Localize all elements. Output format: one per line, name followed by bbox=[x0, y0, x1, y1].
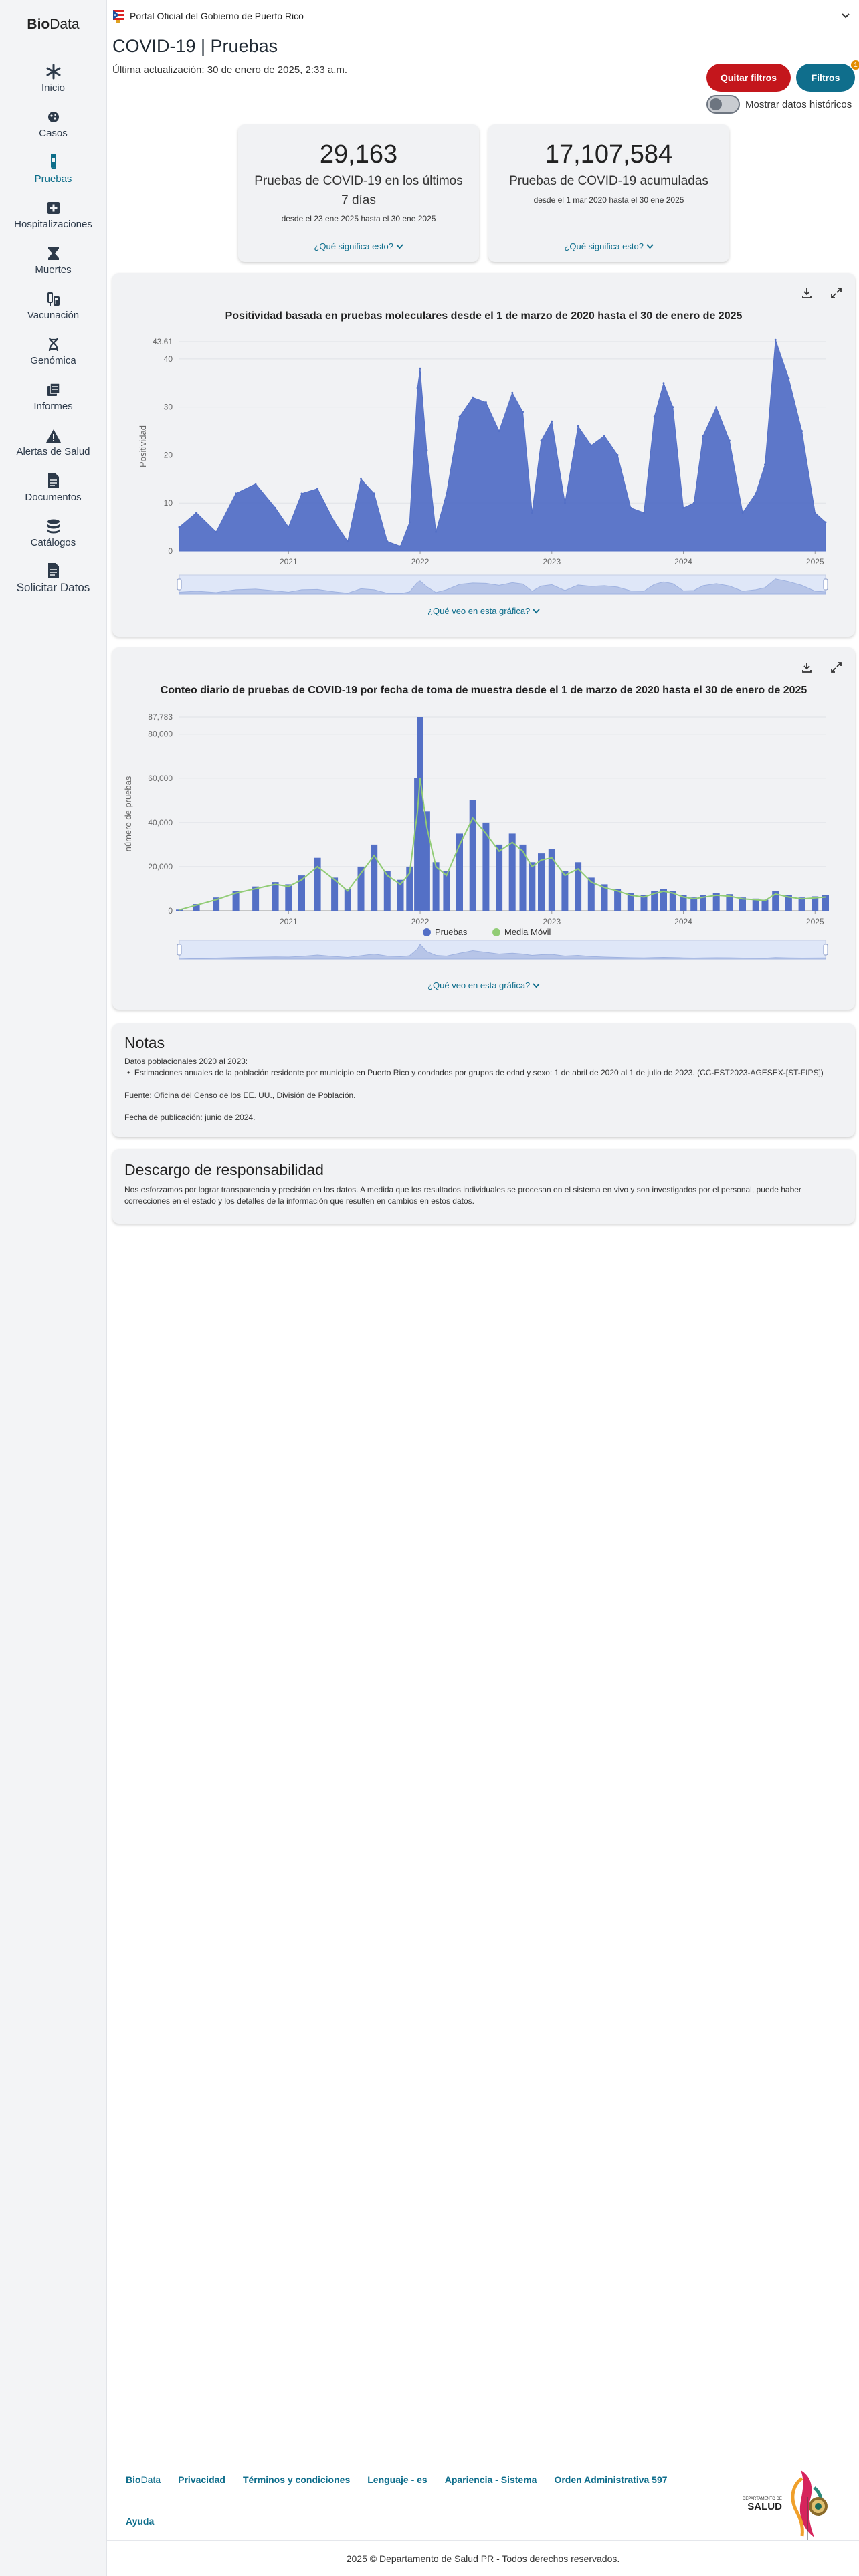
sidebar-item-catalogos[interactable] bbox=[0, 510, 106, 555]
chart-toolbar bbox=[800, 286, 843, 303]
legend-swatch-tests bbox=[423, 928, 431, 936]
chart-title: Conteo diario de pruebas de COVID-19 por fecha de toma de muestra desde el 1 de marzo de 2020 hasta el 30 de enero de 2025 bbox=[160, 685, 807, 696]
sidebar-item-label: Solicitar Datos bbox=[16, 581, 90, 594]
data-point bbox=[787, 377, 789, 379]
test-count-bar bbox=[285, 884, 292, 911]
data-point bbox=[446, 492, 448, 494]
y-axis-label: número de pruebas bbox=[123, 776, 133, 852]
sidebar-item-label: Genómica bbox=[30, 354, 76, 366]
y-axis-label: Positividad bbox=[138, 425, 148, 467]
footer-links bbox=[126, 2474, 668, 2485]
download-icon[interactable] bbox=[800, 661, 814, 677]
bullet-text: Estimaciones anuales de la población residente por municipio en Puerto Rico y condados por grupos de edad y sexo: 1 de abril de 2020 al 1 de julio de 2023. (CC-EST2023-AGESEX-[ST-FIPS]) bbox=[134, 1068, 824, 1078]
footer-brand-bold: Bio bbox=[126, 2474, 141, 2485]
hospital-cross-icon bbox=[45, 199, 62, 216]
sidebar-item-documentos[interactable] bbox=[0, 464, 106, 510]
y-tick-label: 0 bbox=[168, 906, 173, 916]
data-point bbox=[386, 540, 388, 542]
stat-label: Pruebas de COVID-19 acumuladas bbox=[509, 174, 708, 188]
zoom-handle-right bbox=[824, 579, 828, 590]
data-point bbox=[663, 382, 665, 384]
footer-link-terms[interactable]: Términos y condiciones bbox=[242, 2474, 351, 2485]
data-point bbox=[775, 339, 777, 341]
filters-button[interactable]: Filtros bbox=[796, 64, 855, 92]
salud-emblem-icon bbox=[787, 2468, 833, 2541]
disclaimer-text: Nos esforzamos por lograr transparencia y precisión en los datos. A medida que los resultados individuales se procesan en el sistema en vivo y son investigados por el personal, puede haber correcciones en el estado y los detalles de la información que resulten en cambios en estos datos. bbox=[124, 1185, 801, 1206]
data-point bbox=[654, 416, 656, 418]
sidebar-item-label: Documentos bbox=[25, 491, 82, 503]
test-count-bar bbox=[252, 887, 259, 911]
chevron-down-icon bbox=[533, 980, 540, 990]
department-of-health-logo bbox=[743, 2468, 833, 2541]
chart-title: Positividad basada en pruebas moleculares desde el 1 de marzo de 2020 hasta el 30 de enero de 2025 bbox=[225, 310, 743, 322]
historical-data-toggle-row bbox=[706, 95, 852, 114]
brand-rest: Data bbox=[50, 16, 80, 32]
data-point bbox=[577, 425, 579, 427]
x-tick-label: 2024 bbox=[674, 557, 692, 566]
sidebar-item-genomica[interactable] bbox=[0, 328, 106, 373]
footer-divider bbox=[107, 2540, 859, 2541]
page-title: COVID-19 | Pruebas bbox=[112, 36, 278, 56]
y-tick-label: 10 bbox=[163, 498, 173, 508]
x-tick-label: 2022 bbox=[411, 557, 430, 566]
expand-icon[interactable] bbox=[830, 286, 843, 303]
data-point bbox=[742, 512, 744, 514]
stat-value: 29,163 bbox=[319, 140, 398, 169]
chevron-down-icon bbox=[646, 241, 654, 251]
data-point bbox=[764, 463, 766, 465]
zoom-handle-left bbox=[177, 579, 181, 590]
historical-data-toggle-label: Mostrar datos históricos bbox=[745, 98, 852, 110]
y-tick-label: 80,000 bbox=[148, 729, 173, 739]
data-point bbox=[274, 507, 276, 509]
sidebar-item-muertes[interactable] bbox=[0, 237, 106, 282]
test-count-bar bbox=[345, 889, 351, 911]
data-point bbox=[702, 435, 704, 437]
database-icon bbox=[46, 517, 61, 534]
sidebar-item-hospitalizaciones[interactable] bbox=[0, 191, 106, 237]
data-point bbox=[630, 507, 632, 509]
stat-label: Pruebas de COVID-19 en los últimos 7 días bbox=[254, 174, 463, 207]
data-point bbox=[531, 512, 533, 514]
data-point bbox=[511, 392, 513, 394]
chart-toolbar bbox=[800, 661, 843, 677]
data-point bbox=[814, 512, 816, 514]
test-tube-icon bbox=[45, 153, 62, 171]
chevron-down-icon bbox=[396, 241, 403, 251]
footer-link-help[interactable]: Ayuda bbox=[126, 2516, 155, 2527]
positivity-chart-panel bbox=[112, 273, 855, 637]
data-point bbox=[729, 439, 731, 441]
data-point bbox=[603, 435, 605, 437]
sidebar-item-label: Hospitalizaciones bbox=[14, 218, 92, 230]
test-count-bar bbox=[433, 862, 440, 911]
sidebar-item-informes[interactable] bbox=[0, 373, 106, 419]
daily-tests-chart bbox=[112, 709, 855, 976]
clear-filters-button[interactable]: Quitar filtros bbox=[706, 64, 791, 92]
y-tick-label: 20 bbox=[163, 450, 173, 460]
sidebar-item-label: Pruebas bbox=[34, 173, 72, 185]
footer-link-language[interactable]: Lenguaje - es bbox=[367, 2474, 427, 2485]
what-does-this-mean-link[interactable] bbox=[488, 241, 729, 251]
daily-tests-chart-panel bbox=[112, 647, 855, 1010]
footer-link-privacy[interactable]: Privacidad bbox=[178, 2474, 225, 2485]
data-point bbox=[485, 401, 487, 403]
brand-bold: Bio bbox=[27, 16, 50, 32]
dna-icon bbox=[46, 335, 61, 352]
data-point bbox=[522, 411, 524, 413]
request-document-icon bbox=[47, 561, 60, 578]
link-text: ¿Qué significa esto? bbox=[314, 241, 393, 251]
legend-label-tests: Pruebas bbox=[435, 927, 468, 937]
what-does-this-mean-link[interactable] bbox=[238, 241, 479, 251]
footer-link-executive-order[interactable]: Orden Administrativa 597 bbox=[554, 2474, 668, 2485]
salud-wordmark bbox=[743, 2497, 782, 2512]
toggle-knob bbox=[710, 98, 722, 110]
logo-text: SALUD bbox=[747, 2500, 782, 2512]
data-point bbox=[693, 502, 695, 504]
warning-icon bbox=[45, 426, 62, 443]
footer-copyright: 2025 © Departamento de Salud PR - Todos derechos reservados. bbox=[346, 2553, 620, 2564]
sidebar-item-vacunacion[interactable] bbox=[0, 282, 106, 328]
x-tick-label: 2021 bbox=[279, 557, 298, 566]
sidebar bbox=[0, 0, 107, 2576]
data-point bbox=[288, 526, 290, 528]
sidebar-item-alertas[interactable] bbox=[0, 419, 106, 464]
notes-population-heading: Datos poblacionales 2020 al 2023: bbox=[124, 1057, 248, 1066]
data-point bbox=[801, 430, 803, 432]
sidebar-item-label: Muertes bbox=[35, 263, 72, 276]
zoom-handle-right bbox=[824, 944, 828, 955]
data-point bbox=[459, 416, 461, 418]
y-tick-label: 40 bbox=[163, 354, 173, 364]
what-do-i-see-link[interactable] bbox=[112, 606, 855, 616]
test-count-bar bbox=[561, 871, 568, 911]
test-count-bar bbox=[470, 800, 476, 911]
data-point bbox=[373, 492, 375, 494]
notes-title: Notas bbox=[124, 1034, 165, 1051]
sidebar-item-solicitar-datos[interactable] bbox=[0, 555, 106, 601]
data-point bbox=[409, 521, 411, 523]
sidebar-item-label: Catálogos bbox=[30, 536, 76, 548]
main-content bbox=[107, 0, 859, 2576]
sidebar-item-pruebas[interactable] bbox=[0, 146, 106, 191]
data-point bbox=[541, 439, 543, 441]
x-tick-label: 2023 bbox=[543, 557, 561, 566]
filter-count-badge: 1 bbox=[851, 60, 859, 70]
data-point bbox=[195, 512, 197, 514]
data-point bbox=[682, 507, 684, 509]
footer-brand-rest: Data bbox=[140, 2474, 161, 2485]
test-count-bar bbox=[762, 900, 769, 911]
data-point bbox=[498, 430, 500, 432]
sidebar-item-label: Alertas de Salud bbox=[16, 445, 90, 457]
vaccine-icon bbox=[45, 290, 62, 307]
brand-logo[interactable] bbox=[0, 0, 106, 49]
data-point bbox=[590, 445, 592, 447]
sidebar-item-label: Casos bbox=[39, 127, 68, 139]
x-tick-label: 2024 bbox=[674, 917, 692, 926]
data-point bbox=[215, 531, 217, 533]
data-point bbox=[419, 368, 421, 370]
stat-date-range: desde el 1 mar 2020 hasta el 30 ene 2025 bbox=[533, 195, 684, 205]
puerto-rico-flag-icon bbox=[111, 9, 126, 23]
data-point bbox=[347, 540, 349, 542]
zoom-handle-left bbox=[177, 944, 181, 955]
data-point bbox=[472, 397, 474, 399]
x-tick-label: 2025 bbox=[805, 917, 824, 926]
sidebar-item-label: Inicio bbox=[41, 82, 66, 94]
download-icon[interactable] bbox=[800, 286, 814, 303]
sidebar-item-casos[interactable] bbox=[0, 100, 106, 146]
x-tick-label: 2023 bbox=[543, 917, 561, 926]
y-tick-label: 40,000 bbox=[148, 817, 173, 827]
data-point bbox=[435, 531, 437, 533]
test-count-bar bbox=[272, 882, 279, 911]
link-text: ¿Qué veo en esta gráfica? bbox=[427, 606, 531, 616]
data-point bbox=[316, 488, 318, 490]
data-point bbox=[755, 492, 757, 494]
legend-label-moving-average: Media Móvil bbox=[504, 927, 551, 937]
sidebar-item-inicio[interactable] bbox=[0, 55, 106, 100]
stat-card-last-7-days bbox=[238, 124, 479, 262]
what-do-i-see-link[interactable] bbox=[112, 980, 855, 990]
data-point bbox=[235, 492, 237, 494]
y-tick-label: 60,000 bbox=[148, 773, 173, 783]
virus-icon bbox=[45, 108, 62, 125]
expand-icon[interactable] bbox=[830, 661, 843, 677]
data-point bbox=[825, 521, 827, 523]
stat-card-accumulated bbox=[488, 124, 729, 262]
y-tick-label: 20,000 bbox=[148, 861, 173, 871]
data-point bbox=[643, 512, 645, 514]
notes-population-bullet: • Estimaciones anuales de la población residente por municipio en Puerto Rico y condados por grupos de edad y sexo: 1 de abril de 2020 al 1 de julio de 2023. (CC-EST2023-AGESEX-[ST-FIPS]) bbox=[127, 1068, 824, 1078]
disclaimer-panel bbox=[112, 1149, 855, 1224]
x-tick-label: 2021 bbox=[279, 917, 298, 926]
x-tick-label: 2022 bbox=[411, 917, 430, 926]
positivity-area bbox=[179, 340, 826, 551]
notes-publication-date: Fecha de publicación: junio de 2024. bbox=[124, 1113, 256, 1123]
data-point bbox=[551, 421, 553, 423]
data-point bbox=[715, 406, 717, 408]
y-tick-label: 0 bbox=[168, 546, 173, 556]
footer-link-appearance[interactable]: Apariencia - Sistema bbox=[444, 2474, 537, 2485]
test-count-bar bbox=[496, 845, 502, 911]
positivity-chart bbox=[112, 332, 855, 606]
asterisk-icon bbox=[45, 62, 62, 80]
government-banner-text: Portal Oficial del Gobierno de Puerto Rico bbox=[130, 11, 304, 21]
notes-source: Fuente: Oficina del Censo de los EE. UU., División de Población. bbox=[124, 1090, 356, 1100]
hourglass-icon bbox=[46, 244, 61, 261]
y-tick-label: 87,783 bbox=[148, 712, 173, 722]
data-point bbox=[334, 521, 336, 523]
data-point bbox=[617, 454, 619, 456]
y-tick-label: 43.61 bbox=[152, 337, 173, 346]
last-update-text: Última actualización: 30 de enero de 2025, 2:33 a.m. bbox=[112, 64, 348, 76]
data-point bbox=[179, 526, 181, 528]
stat-date-range: desde el 23 ene 2025 hasta el 30 ene 2025 bbox=[281, 214, 436, 223]
sidebar-item-label: Vacunación bbox=[27, 309, 80, 321]
sidebar-item-label: Informes bbox=[33, 400, 73, 412]
document-icon bbox=[47, 471, 60, 489]
test-count-bar bbox=[529, 862, 535, 911]
government-banner bbox=[107, 0, 859, 32]
test-count-bar bbox=[443, 871, 450, 911]
reports-icon bbox=[45, 381, 62, 398]
test-count-bar bbox=[314, 858, 321, 911]
y-tick-label: 30 bbox=[163, 402, 173, 412]
link-text: ¿Qué significa esto? bbox=[564, 241, 644, 251]
chevron-down-icon bbox=[533, 606, 540, 616]
data-point bbox=[255, 483, 257, 485]
x-tick-label: 2025 bbox=[805, 557, 824, 566]
link-text: ¿Qué veo en esta gráfica? bbox=[427, 980, 531, 990]
data-point bbox=[301, 492, 303, 494]
notes-panel bbox=[112, 1023, 855, 1137]
disclaimer-title: Descargo de responsabilidad bbox=[124, 1161, 324, 1178]
data-point bbox=[564, 502, 566, 504]
logo-small-text: DEPARTAMENTO DE bbox=[743, 2496, 782, 2501]
data-point bbox=[417, 387, 419, 389]
legend-swatch-moving-average bbox=[492, 928, 500, 936]
data-point bbox=[425, 449, 427, 451]
chevron-down-icon[interactable] bbox=[840, 10, 851, 23]
footer-brand[interactable] bbox=[126, 2474, 161, 2485]
historical-data-toggle[interactable] bbox=[706, 95, 740, 114]
data-point bbox=[399, 545, 401, 547]
data-point bbox=[672, 406, 674, 408]
data-point bbox=[360, 478, 362, 480]
stat-value: 17,107,584 bbox=[545, 140, 673, 169]
